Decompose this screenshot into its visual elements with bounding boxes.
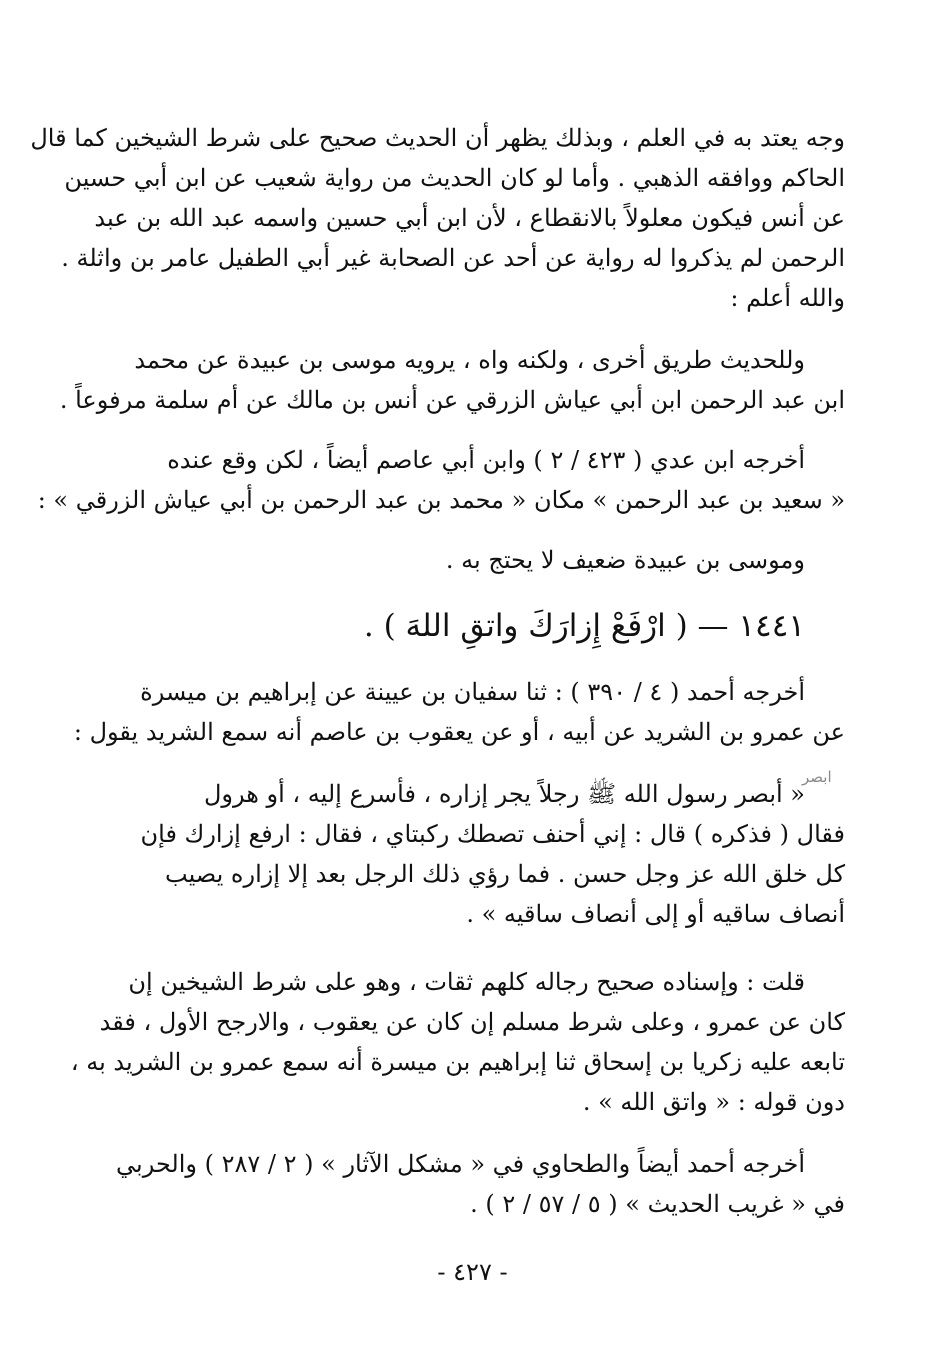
paragraph-isnad-discussion xyxy=(30,118,845,318)
text-line: فقال ( فذكره ) قال : إني أحنف تصطك ركبتاي ، فقال : ارفع إزارك فإن xyxy=(140,820,845,848)
text-line: عن عمرو بن الشريد عن أبيه ، أو عن يعقوب بن عاصم أنه سمع الشريد يقول : xyxy=(73,718,845,746)
text-line: أنصاف ساقيه أو إلى أنصاف ساقيه » . xyxy=(466,900,845,928)
page-body xyxy=(30,118,845,1224)
text-line: تابعه عليه زكريا بن إسحاق ثنا إبراهيم بن ميسرة أنه سمع عمرو بن الشريد به ، xyxy=(70,1048,845,1076)
text-line: أخرجه أحمد ( ٤ / ٣٩٠ ) : ثنا سفيان بن عيينة عن إبراهيم بن ميسرة xyxy=(140,678,805,706)
text-line: أخرجه أحمد أيضاً والطحاوي في « مشكل الآثار » ( ٢ / ٢٨٧ ) والحربي xyxy=(116,1150,805,1178)
text-line: عن أنس فيكون معلولاً بالانقطاع ، لأن ابن أبي حسين واسمه عبد الله بن عبد xyxy=(94,204,845,232)
handwritten-margin-note: ابصر xyxy=(802,768,832,786)
text-line: والله أعلم : xyxy=(730,284,845,312)
text-line: وجه يعتد به في العلم ، وبذلك يظهر أن الحديث صحيح على شرط الشيخين كما قال xyxy=(30,124,845,152)
text-line: قلت : وإسناده صحيح رجاله كلهم ثقات ، وهو على شرط الشيخين إن xyxy=(128,968,805,996)
paragraph-hadith-text xyxy=(118,774,845,934)
text-line: وللحديث طريق أخرى ، ولكنه واه ، يرويه موسى بن عبيدة عن محمد xyxy=(134,346,805,374)
text-line: دون قوله : « واتق الله » . xyxy=(582,1088,845,1116)
text-line: « سعيد بن عبد الرحمن » مكان « محمد بن عبد الرحمن بن أبي عياش الزرقي » : xyxy=(37,486,845,514)
text-line: في « غريب الحديث » ( ٥ / ٥٧ / ٢ ) . xyxy=(470,1190,845,1218)
text-line: « أبصر رسول الله ﷺ رجلاً يجر إزاره ، فأسرع إليه ، أو هرول xyxy=(203,780,805,808)
page-number: - ٤٢٧ - xyxy=(437,1258,508,1286)
paragraph-tahawi xyxy=(118,1144,845,1224)
hadith-heading: ١٤٤١ — ( ارْفَعْ إِزارَكَ واتقِ اللهَ ) . xyxy=(363,608,805,644)
text-line: كل خلق الله عز وجل حسن . فما رؤي ذلك الرجل بعد إلا إزاره يصيب xyxy=(165,860,845,888)
paragraph-author-comment xyxy=(70,962,845,1122)
paragraph-another-route xyxy=(59,340,845,420)
text-line: الرحمن لم يذكروا له رواية عن أحد عن الصحابة غير أبي الطفيل عامر بن واثلة . xyxy=(61,244,845,272)
paragraph-ibn-adi xyxy=(37,440,845,520)
paragraph-ahmad-takhrij xyxy=(73,672,845,752)
text-line: كان عن عمرو ، وعلى شرط مسلم إن كان عن يعقوب ، والارجح الأول ، فقد xyxy=(99,1008,845,1036)
text-line: ابن عبد الرحمن ابن أبي عياش الزرقي عن أنس بن مالك عن أم سلمة مرفوعاً . xyxy=(59,386,845,414)
paragraph-musa-weak xyxy=(118,540,845,580)
text-line: وموسى بن عبيدة ضعيف لا يحتج به . xyxy=(445,546,805,574)
text-line: الحاكم ووافقه الذهبي . وأما لو كان الحديث من رواية شعيب عن ابن أبي حسين xyxy=(64,164,845,192)
text-line: أخرجه ابن عدي ( ٤٢٣ / ٢ ) وابن أبي عاصم أيضاً ، لكن وقع عنده xyxy=(167,446,805,474)
